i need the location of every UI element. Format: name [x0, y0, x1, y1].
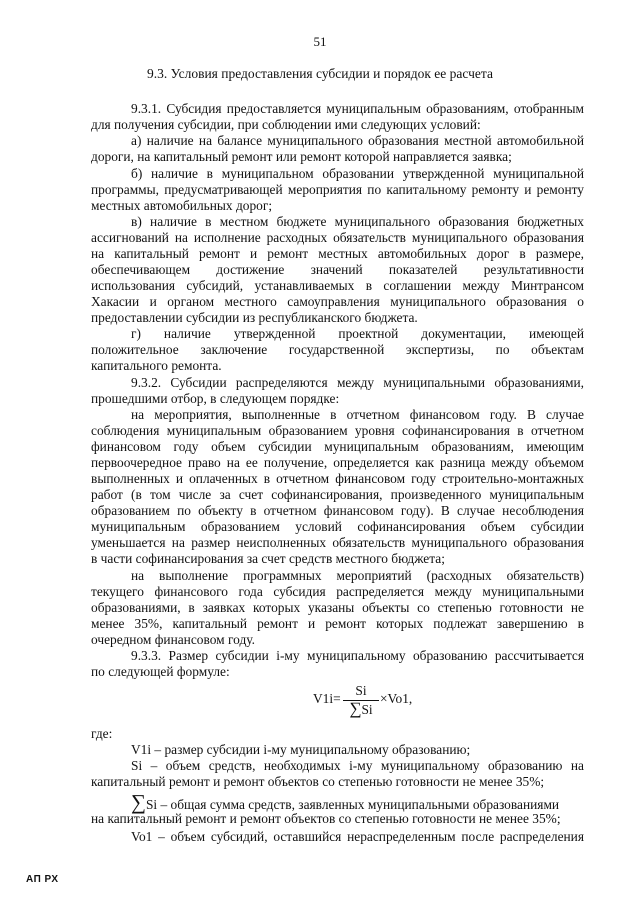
paragraph-line: использования субсидий, устанавливаемых в соглашении между Минтрансом	[91, 278, 584, 293]
paragraph-line: местных автомобильных дорог;	[91, 198, 273, 213]
paragraph-line: на выполнение программных мероприятий (расходных обязательств)	[131, 568, 584, 583]
paragraph-line: г) наличие утвержденной проектной документации, имеющей	[131, 326, 584, 341]
formula-fraction	[343, 683, 379, 718]
denominator-text: Si	[361, 702, 373, 717]
paragraph-line: на капитальный ремонт и ремонт местных автомобильных дорог в размере,	[91, 246, 584, 261]
paragraph-line: обеспечивающем достижение значений показателей результативности	[91, 262, 584, 277]
legend-where: где:	[91, 726, 113, 741]
paragraph-line: первоочередное право на ее получение, определяется как разница между объемом	[91, 455, 584, 470]
paragraph-line: программы, предусматривающей мероприятия по капитальному ремонту и ремонту	[91, 182, 584, 197]
paragraph-line: б) наличие в муниципальном образовании утвержденной муниципальной	[131, 166, 584, 181]
paragraph-line: предоставлении субсидии из республиканского бюджета.	[91, 310, 418, 325]
formula-rhs: ×Vo1,	[380, 691, 413, 706]
paragraph-line: в) наличие в местном бюджете муниципального образования бюджетных	[131, 214, 584, 229]
formula-lhs: V1i=	[313, 691, 341, 706]
paragraph-line: положительное заключение государственной экспертизы, по объектам	[91, 342, 584, 357]
paragraph-line: в части софинансирования за счет средств местного бюджета;	[91, 551, 445, 566]
paragraph-line: муниципальным образованием условий софинансирования объем субсидии	[91, 519, 584, 534]
paragraph-line: 9.3.3. Размер субсидии i-му муниципальному образованию рассчитывается	[131, 648, 584, 663]
paragraph-line: выполненных и оплаченных в отчетном финансовом году строительно-монтажных	[91, 471, 584, 486]
paragraph-line: ассигнований на исполнение расходных обязательств муниципального образования	[91, 230, 584, 245]
page-number: 51	[313, 34, 327, 49]
legend-vo1: Vo1 – объем субсидий, оставшийся нераспределенным после распределения	[131, 829, 584, 844]
paragraph-line: Хакасии и органом местного самоуправления муниципального образования о	[91, 294, 584, 309]
paragraph-line: для получения субсидии, при соблюдении ими следующих условий:	[91, 117, 481, 132]
section-heading: 9.3. Условия предоставления субсидии и порядок ее расчета	[147, 66, 493, 81]
paragraph-line: прошедшими отбор, в следующем порядке:	[91, 391, 340, 406]
footer-mark: АП РХ	[26, 874, 59, 885]
legend-si-line: капитальный ремонт и ремонт объектов со степенью готовности не менее 35%;	[91, 774, 545, 789]
sigma-icon: ∑	[131, 790, 146, 814]
paragraph-line: дороги, на капитальный ремонт или ремонт которой направляется заявка;	[91, 149, 512, 164]
paragraph-line: финансовом году объем субсидии муниципальным образованиям, имеющим	[91, 439, 584, 454]
legend-v1i: V1i – размер субсидии i-му муниципальному образованию;	[131, 742, 471, 757]
sum-si-text: Si	[145, 797, 158, 812]
sigma-icon: ∑	[349, 699, 362, 718]
paragraph-line: а) наличие на балансе муниципального образования местной автомобильной	[131, 133, 584, 148]
paragraph-line: менее 35%, капитальный ремонт и ремонт которых подлежат завершению в	[91, 616, 584, 631]
paragraph-line: 9.3.2. Субсидии распределяются между муниципальными образованиями,	[131, 375, 584, 390]
legend-si-line: Si – объем средств, необходимых i-му муниципальному образованию на	[131, 758, 584, 773]
paragraph-line: по следующей формуле:	[91, 664, 230, 679]
paragraph-line: уменьшается на размер неисполненных обязательств муниципального образования	[91, 535, 584, 550]
paragraph-line: образованием по объекту в отчетном финансовом году). В случае несоблюдения	[91, 503, 584, 518]
paragraph-line: работ (в том числе за счет софинансирования, произведенного муниципальным	[91, 487, 584, 502]
paragraph-line: на мероприятия, выполненные в отчетном финансовом году. В случае	[131, 407, 584, 422]
legend-sum-line: на капитальный ремонт и ремонт объектов со степенью готовности не менее 35%;	[91, 811, 561, 826]
paragraph-line: очередном финансовом году.	[91, 632, 255, 647]
paragraph-line: образованиями, в заявках которых указаны объекты со степенью готовности не	[91, 600, 584, 615]
paragraph-line: 9.3.1. Субсидия предоставляется муниципальным образованиям, отобранным	[131, 101, 584, 116]
paragraph-line: соблюдения муниципальным образованием уровня софинансирования в отчетном	[91, 423, 584, 438]
sum-description: – общая сумма средств, заявленных муниципальными образованиями	[157, 797, 560, 812]
formula-denominator	[343, 699, 379, 718]
formula-numerator: Si	[355, 683, 367, 698]
paragraph-line: текущего финансового года субсидия распределяется между муниципальными	[91, 584, 584, 599]
paragraph-line: капитального ремонта.	[91, 358, 222, 373]
